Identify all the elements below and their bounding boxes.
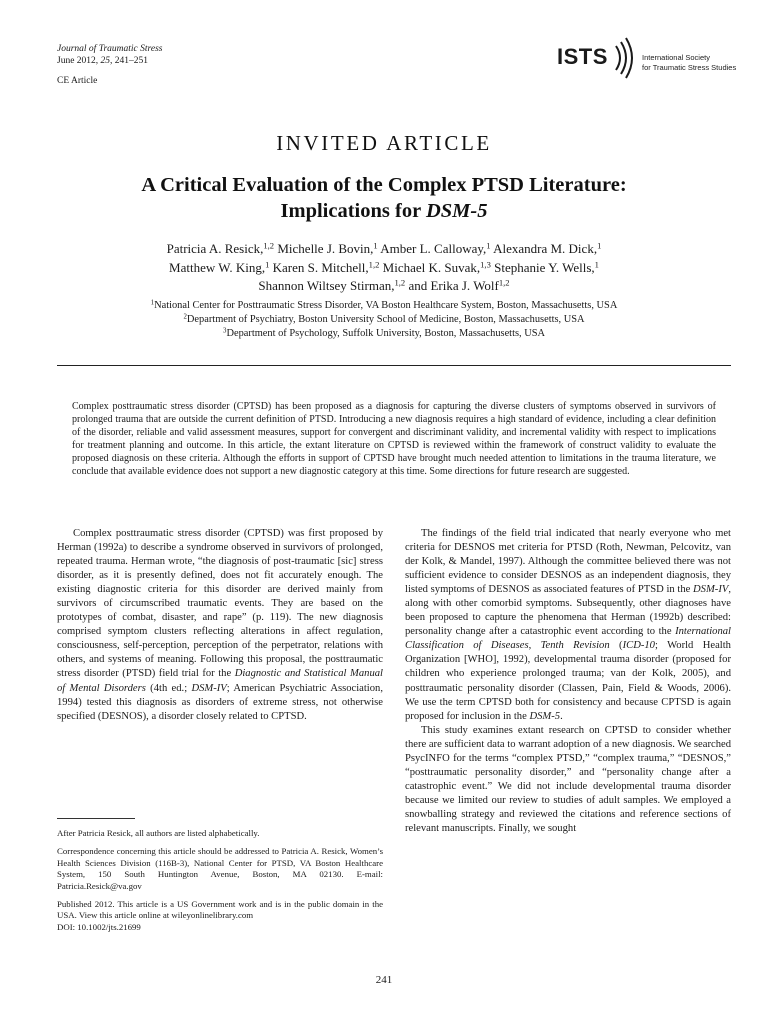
journal-name: Journal of Traumatic Stress — [57, 44, 163, 54]
body-paragraph: This study examines extant research on CPTSD to consider whether there are sufficient data to warrant adoption of a new diagnosis. We searched PsycINFO for the terms “complex PTSD,” “complex trauma,” “DESNOS,” “posttraumatic personality disorder,” and “personality change after a catastrophic event.” We did not include developmental trauma disorder because we limited our review to studies of adult samples. We employed a snowballing strategy and reviewed the citations and reference sections of relevant manuscripts. Finally, we sought — [405, 724, 731, 834]
article-title: A Critical Evaluation of the Complex PTSD Literature: Implications for DSM-5 — [141, 174, 627, 222]
journal-info — [57, 43, 162, 87]
page-number: 241 — [375, 974, 393, 986]
section-label: INVITED ARTICLE — [276, 131, 492, 155]
footnotes — [57, 828, 383, 940]
footnote-divider — [57, 818, 135, 819]
affiliation: $^2$Department of Psychiatry, Boston University School of Medicine, Boston, Massachusetts, USA — [183, 313, 585, 325]
affiliation: $^1$National Center for Posttraumatic Stress Disorder, VA Boston Healthcare System, Boston, Massachusetts, USA — [150, 299, 618, 311]
body-column-right — [405, 527, 731, 836]
author-line: Shannon Wiltsey Stirman,$^{1,2}$ and Erika J. Wolf$^{1,2}$ — [258, 277, 510, 293]
logo-society-name: International Society for Traumatic Stress Studies — [642, 53, 737, 72]
footnote-correspondence: Correspondence concerning this article should be addressed to Patricia A. Resick, Women’s Health Sciences Division (116B-3), National Center for PTSD, VA Boston Healthcare System, 150 South Huntington Avenue, Boston, MA 02130. E-mail: Patricia.Resick@va.gov — [57, 846, 383, 891]
journal-issue: June 2012, 25, 241–251 — [57, 56, 149, 66]
author-line: Matthew W. King,$^1$ Karen S. Mitchell,$^{1,2}$ Michael K. Suvak,$^{1,3}$ Stephanie Y. Wells,$^1$ — [169, 259, 599, 275]
sound-waves-icon — [613, 36, 641, 80]
body-paragraph: Complex posttraumatic stress disorder (CPTSD) was first proposed by Herman (1992a) to describe a syndrome observed in survivors of prolonged, repeated trauma. Herman wrote, “the diagnosis of post-traumatic [sic] stress disorder, as it is presently defined, does not fit accurately enough. The existing diagnostic criteria for this disorder are derived mainly from survivors of circumscribed traumatic events. They are based on the prototypes of combat, disaster, and rape” (p. 119). The new diagnosis comprised symptom clusters reflecting alterations in affect regulation, consciousness, self-perception, perception of the perpetrator, relations with others, and systems of meaning. Following this proposal, the posttraumatic stress disorder (PTSD) field trial for the Diagnostic and Statistical Manual of Mental Disorders (4th ed.; DSM-IV; American Psychiatric Association, 1994) tested this diagnosis as disorders of extreme stress, not otherwise specified (DESNOS), a disorder closely related to CPTSD. — [57, 528, 383, 722]
affiliation: $^3$Department of Psychology, Suffolk University, Boston, Massachusetts, USA — [223, 327, 545, 339]
footnote-authorship: After Patricia Resick, all authors are listed alphabetically. — [57, 828, 260, 838]
header-divider — [57, 365, 731, 366]
logo-acronym: ISTS — [557, 44, 608, 69]
footnote-publication: Published 2012. This article is a US Government work and is in the public domain in the USA. View this article online at wileyonlinelibrary.com DOI: 10.1002/jts.21699 — [57, 899, 383, 932]
doi: DOI: 10.1002/jts.21699 — [57, 921, 141, 932]
author-list — [0, 240, 768, 296]
affiliations — [0, 299, 768, 341]
ists-logo — [557, 36, 737, 92]
author-line: Patricia A. Resick,$^{1,2}$ Michelle J. Bovin,$^1$ Amber L. Calloway,$^1$ Alexandra M. Dick,$^1$ — [166, 240, 602, 256]
article-type: CE Article — [57, 76, 98, 86]
body-column-left — [57, 527, 383, 724]
body-paragraph: The findings of the field trial indicated that nearly everyone who met criteria for DESNOS met criteria for PTSD (Roth, Newman, Pelcovitz, van der Kolk, & Mandel, 1997). Although the committee believed there was not sufficient evidence to consider DESNOS as an independent diagnosis, they listed symptoms of DESNOS as associated features of PTSD in the DSM-IV, along with other comorbid symptoms. Subsequently, other diagnoses have been proposed to capture the phenomena that Herman (1992b) described: personality change after a catastrophic event according to the International Classification of Diseases, Tenth Revision (ICD-10; World Health Organization [WHO], 1992), developmental trauma disorder (proposed for children who experience prolonged trauma; van der Kolk, 2005), and posttraumatic personality disorder (Classen, Pain, Field & Woods, 2006). We use the term CPTSD both for consistency and because CPTSD is again proposed for inclusion in the DSM-5. — [405, 528, 731, 722]
journal-volume: 25 — [100, 56, 111, 66]
abstract: Complex posttraumatic stress disorder (CPTSD) has been proposed as a diagnosis for capturing the diverse clusters of symptoms observed in survivors of prolonged trauma that are outside the current definition of PTSD. Introducing a new diagnosis requires a high standard of evidence, including a clear definition of the disorder, reliable and valid assessment measures, support for convergent and discriminant validity, and incremental validity with respect to implications for treatment planning and outcome. In this article, the extant literature on CPTSD is reviewed within the framework of construct validity to evaluate the proposed diagnosis on these criteria. Although the efforts in support of CPTSD have brought much needed attention to limitations in the trauma literature, we conclude that available evidence does not support a new diagnostic category at this time. Some directions for future research are suggested. — [72, 401, 716, 477]
